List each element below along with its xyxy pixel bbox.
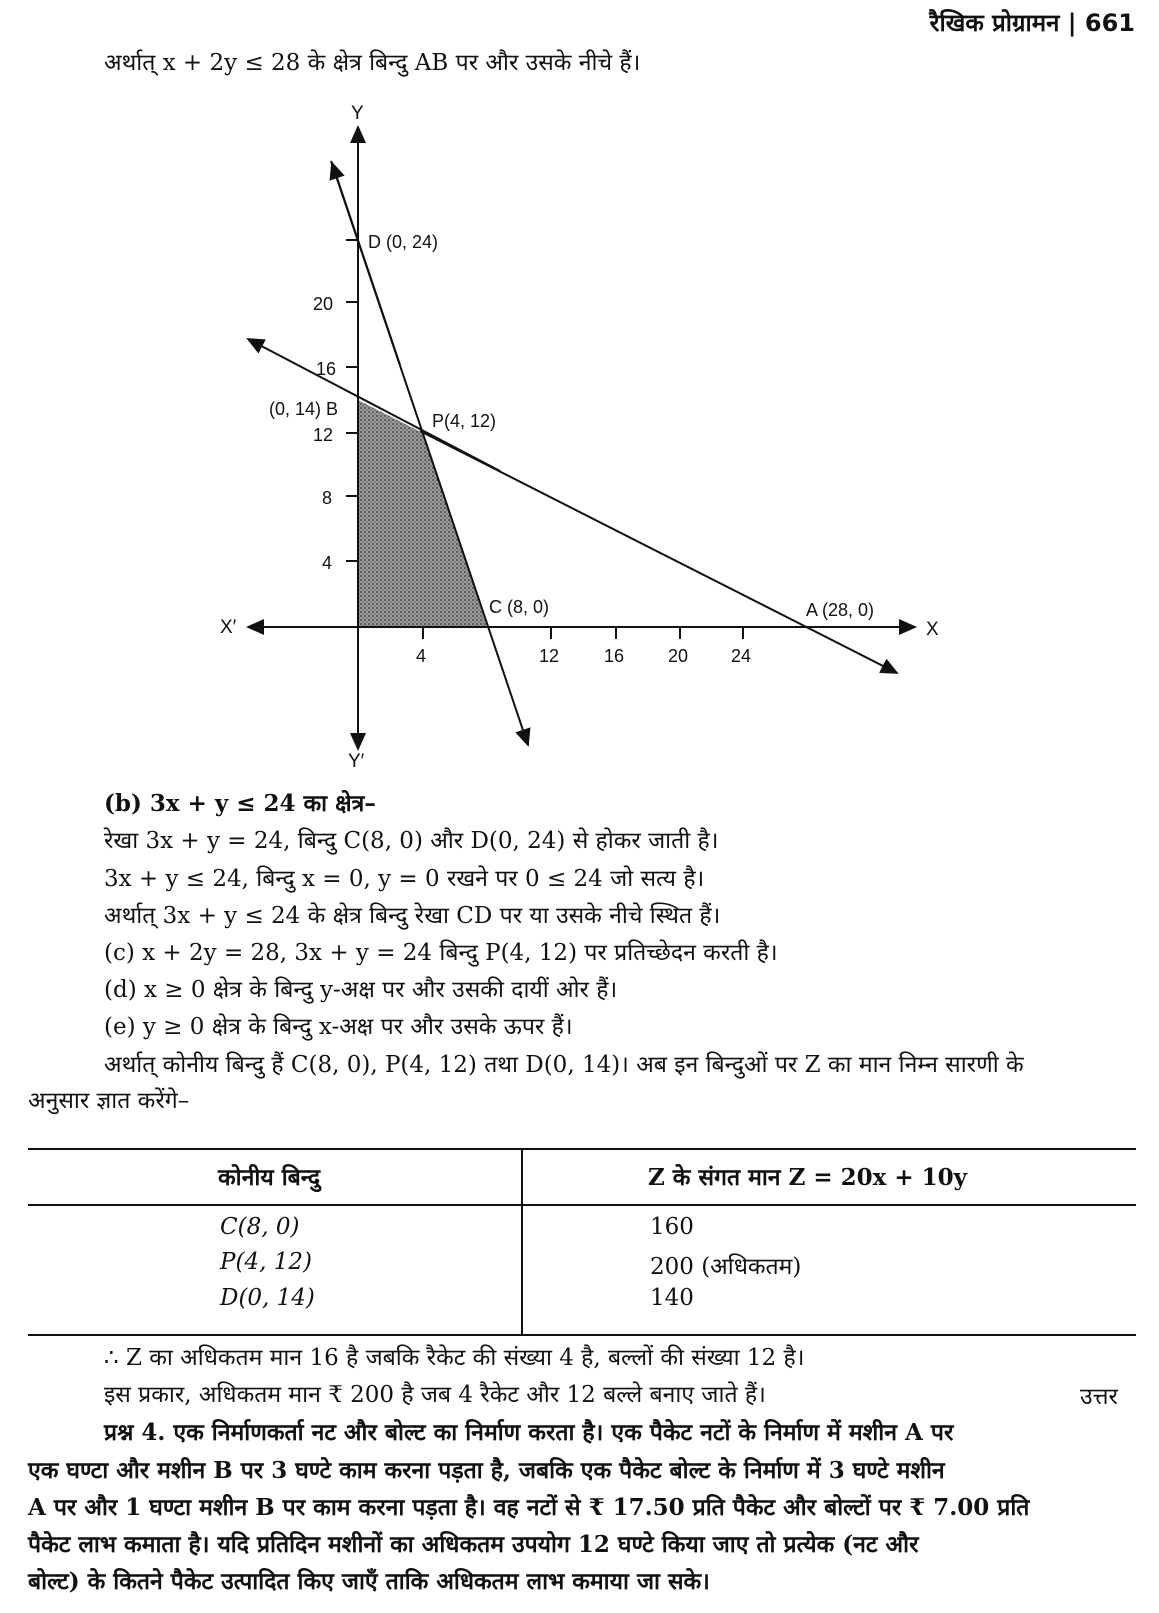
y-tick-label: 20 <box>313 294 334 314</box>
axis-label-y: Y <box>351 103 364 124</box>
answer-mark: उत्तर <box>1080 1384 1118 1410</box>
table-cell-z: 200 (अधिकतम) <box>650 1254 802 1280</box>
part-b-heading: (b) 3x + y ≤ 24 का क्षेत्र– <box>104 790 376 817</box>
line-3x-plus-y-24-top <box>332 163 400 365</box>
point-label-b: (0, 14) B <box>269 399 339 419</box>
x-tick-label: 16 <box>604 646 625 666</box>
y-tick-label: 4 <box>322 553 333 573</box>
table-cell-z: 140 <box>650 1285 694 1311</box>
part-b-line-1: रेखा 3x + y = 24, बिन्दु C(8, 0) और D(0, 24) से होकर जाती है। <box>104 828 719 854</box>
axis-label-y-neg: Y′ <box>348 751 365 772</box>
point-label-d: D (0, 24) <box>368 232 439 252</box>
summary-line-1: अर्थात् कोनीय बिन्दु हैं C(8, 0), P(4, 12) तथा D(0, 14)। अब इन बिन्दुओं पर Z का मान निम्न सारणी के <box>104 1052 1024 1078</box>
question-line-4: पैकेट लाभ कमाता है। यदि प्रतिदिन मशीनों का अधिकतम उपयोग 12 घण्टे किया जाए तो प्रत्येक (नट और <box>28 1531 919 1558</box>
y-ticks <box>346 240 358 561</box>
point-label-p: P(4, 12) <box>432 411 497 431</box>
part-b-line-3: अर्थात् 3x + y ≤ 24 के क्षेत्र बिन्दु रेखा CD पर या उसके नीचे स्थित हैं। <box>104 903 721 929</box>
table-column-rule <box>521 1148 523 1336</box>
x-tick-label: 24 <box>731 646 752 666</box>
y-tick-label: 16 <box>316 359 337 379</box>
page-number: 661 <box>1084 9 1135 37</box>
question-line-1: प्रश्न 4. एक निर्माणकर्ता नट और बोल्ट का निर्माण करता है। एक पैकेट नटों के निर्माण में मशीन A पर <box>104 1419 954 1446</box>
table-top-rule <box>28 1148 1136 1150</box>
y-tick-label: 12 <box>313 425 334 445</box>
corner-point-table <box>28 1148 1136 1336</box>
part-d: (d) x ≥ 0 क्षेत्र के बिन्दु y-अक्ष पर और उसकी दायीं ओर हैं। <box>104 977 618 1003</box>
x-tick-label: 20 <box>668 646 689 666</box>
table-header-z: Z के संगत मान Z = 20x + 10y <box>648 1164 968 1191</box>
table-header-corner: कोनीय बिन्दु <box>218 1164 321 1191</box>
point-label-c: C (8, 0) <box>489 597 550 617</box>
running-title: रैखिक प्रोग्रामन <box>929 9 1060 37</box>
table-cell-point: C(8, 0) <box>220 1214 300 1240</box>
question-line-5: बोल्ट) के कितने पैकेट उत्पादित किए जाएँ ताकि अधिकतम लाभ कमाया जा सके। <box>28 1568 710 1595</box>
table-header-rule <box>28 1204 1136 1206</box>
running-header <box>930 6 1135 39</box>
table-cell-point: P(4, 12) <box>220 1249 312 1275</box>
question-line-3: A पर और 1 घण्टा मशीन B पर काम करना पड़ता है। वह नटों से ₹ 17.50 प्रति पैकेट और बोल्टों पर ₹ 7.00 प्रति <box>28 1494 1030 1521</box>
lp-graph <box>0 95 1159 795</box>
part-e: (e) y ≥ 0 क्षेत्र के बिन्दु x-अक्ष पर और उसके ऊपर हैं। <box>104 1014 573 1040</box>
x-tick-label: 4 <box>416 646 427 666</box>
part-b-line-2: 3x + y ≤ 24, बिन्दु x = 0, y = 0 रखने पर 0 ≤ 24 जो सत्य है। <box>104 866 705 892</box>
intro-line: अर्थात् x + 2y ≤ 28 के क्षेत्र बिन्दु AB पर और उसके नीचे हैं। <box>104 50 641 76</box>
x-tick-label: 12 <box>539 646 560 666</box>
summary-line-2: अनुसार ज्ञात करेंगे– <box>28 1088 190 1114</box>
axis-label-x-neg: X′ <box>220 617 237 638</box>
question-line-2: एक घण्टा और मशीन B पर 3 घण्टे काम करना पड़ता है, जबकि एक पैकेट बोल्ट के निर्माण में 3 घण्टे मशीन <box>28 1457 945 1484</box>
part-c: (c) x + 2y = 28, 3x + y = 24 बिन्दु P(4, 12) पर प्रतिच्छेदन करती है। <box>104 940 778 966</box>
table-cell-point: D(0, 14) <box>220 1285 315 1311</box>
axis-label-x: X <box>926 619 939 640</box>
conclusion-line-1: ∴ Z का अधिकतम मान 16 है जबकि रैकेट की संख्या 4 है, बल्लों की संख्या 12 है। <box>104 1345 805 1371</box>
header-separator: | <box>1067 9 1077 37</box>
conclusion-line-2: इस प्रकार, अधिकतम मान ₹ 200 है जब 4 रैकेट और 12 बल्ले बनाए जाते हैं। <box>104 1382 766 1408</box>
table-cell-z: 160 <box>650 1214 694 1240</box>
table-bottom-rule <box>28 1334 1136 1336</box>
x-ticks <box>423 627 743 639</box>
y-tick-label: 8 <box>322 488 333 508</box>
point-label-a: A (28, 0) <box>806 600 875 620</box>
